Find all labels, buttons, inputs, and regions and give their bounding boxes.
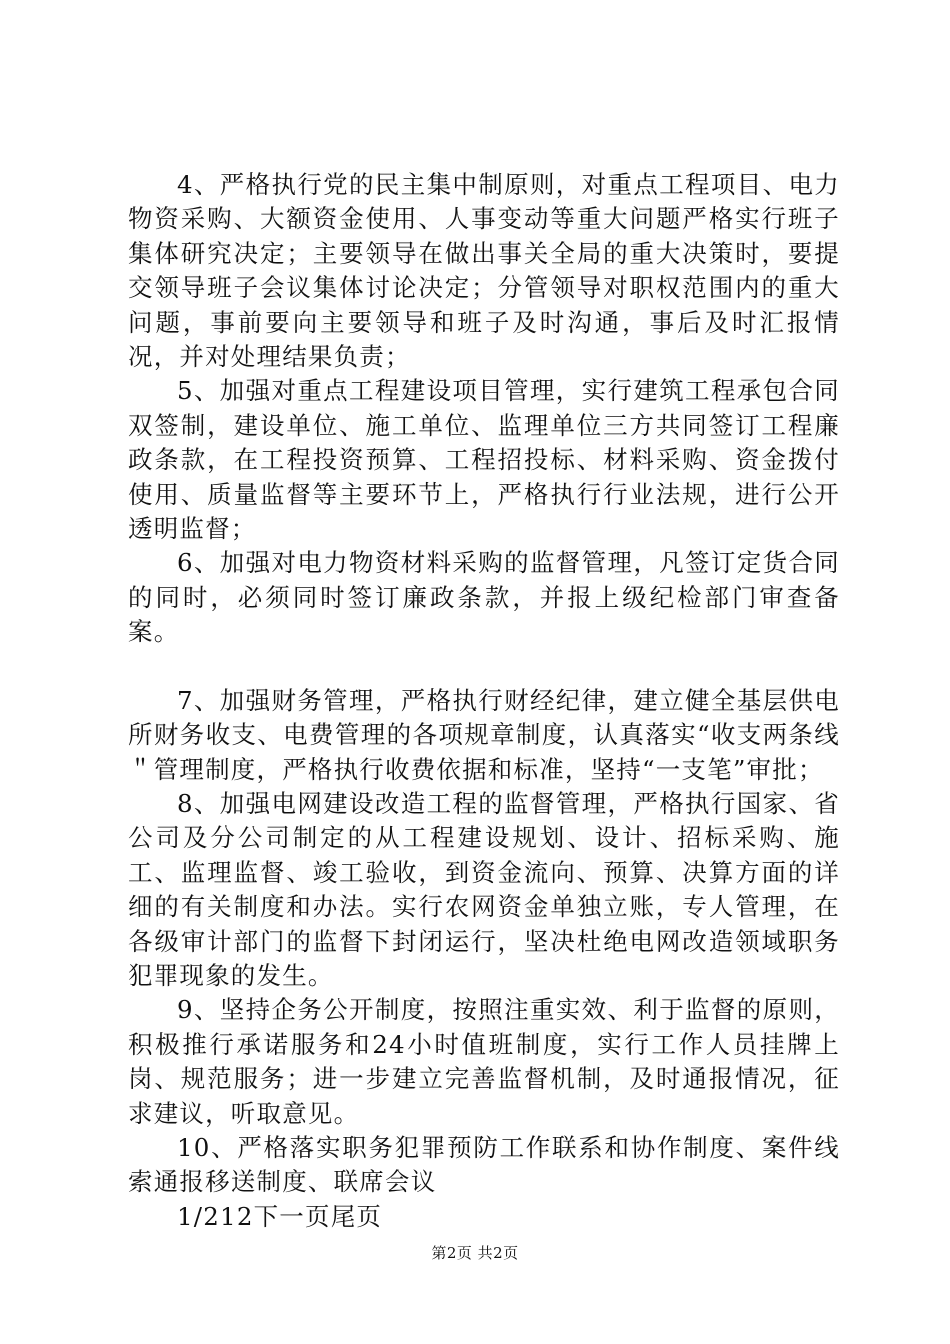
- paragraph-4: 4、严格执行党的民主集中制原则，对重点工程项目、电力物资采购、大额资金使用、人事变动等重大问题严格实行班子集体研究决定；主要领导在做出事关全局的重大决策时，要提交领导班子会议集体讨论决定；分管领导对职权范围内的重大问题，事前要向主要领导和班子及时沟通，事后及时汇报情况，并对处理结果负责；: [128, 170, 840, 372]
- page-footer: 第2页 共2页: [431, 1244, 519, 1262]
- document-body: [128, 168, 840, 1234]
- pagination: [128, 1200, 840, 1234]
- next-page-link[interactable]: 下一页: [253, 1201, 331, 1231]
- paragraph-5: 5、加强对重点工程建设项目管理，实行建筑工程承包合同双签制，建设单位、施工单位、监理单位三方共同签订工程廉政条款，在工程投资预算、工程招投标、材料采购、资金拨付使用、质量监督等主要环节上，严格执行行业法规，进行公开透明监督；: [128, 376, 840, 544]
- paragraph-6: 6、加强对电力物资材料采购的监督管理，凡签订定货合同的同时，必须同时签订廉政条款，并报上级纪检部门审查备案。: [128, 548, 840, 647]
- paragraph-gap: [128, 650, 840, 684]
- page-count: 12: [220, 1201, 254, 1231]
- paragraph-7: 7、加强财务管理，严格执行财经纪律，建立健全基层供电所财务收支、电费管理的各项规章制度，认真落实“收支两条线＂管理制度，严格执行收费依据和标准，坚持“一支笔”审批；: [128, 685, 840, 784]
- paragraph-8: 8、加强电网建设改造工程的监督管理，严格执行国家、省公司及分公司制定的从工程建设规划、设计、招标采购、施工、监理监督、竣工验收，到资金流向、预算、决算方面的详细的有关制度和办法。实行农网资金单独立账，专人管理，在各级审计部门的监督下封闭运行，坚决杜绝电网改造领域职务犯罪现象的发生。: [128, 788, 840, 990]
- paragraph-9: 9、坚持企务公开制度，按照注重实效、利于监督的原则，积极推行承诺服务和24小时值班制度，实行工作人员挂牌上岗、规范服务；进一步建立完善监督机制，及时通报情况，征求建议，听取意见。: [128, 995, 840, 1128]
- last-page-link[interactable]: 尾页: [330, 1201, 383, 1231]
- page-indicator: 1/2: [177, 1201, 221, 1231]
- paragraph-10: 10、严格落实职务犯罪预防工作联系和协作制度、案件线索通报移送制度、联席会议: [128, 1132, 840, 1197]
